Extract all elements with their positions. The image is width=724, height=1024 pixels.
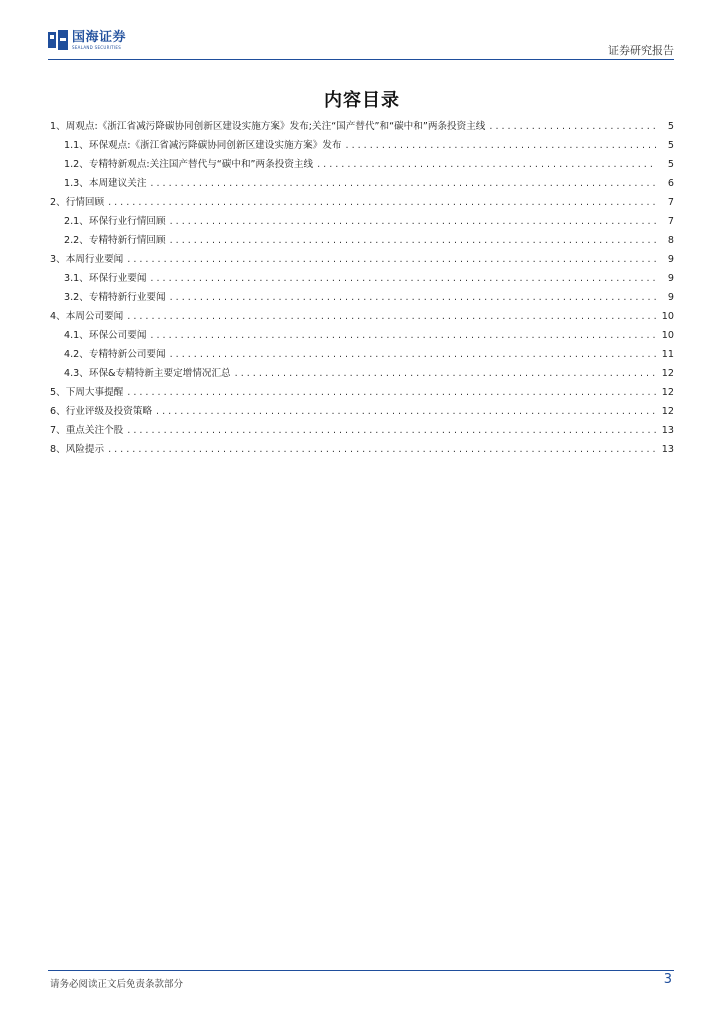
toc-title: 内容目录 <box>324 90 400 111</box>
toc-entry-label: 本周行业要闻 <box>65 254 124 265</box>
toc-dot-leader <box>235 368 656 379</box>
toc-entry[interactable] <box>50 137 674 156</box>
toc-entry-number: 3、 <box>50 254 66 265</box>
toc-entry-page: 6 <box>667 178 674 189</box>
toc-entry-label: 环保行业行情回顾 <box>88 216 166 227</box>
toc-entry-label: 本周公司要闻 <box>65 311 124 322</box>
toc-entry-page: 10 <box>661 330 674 341</box>
toc-entry-page: 12 <box>661 368 674 379</box>
toc-dot-leader <box>156 406 656 417</box>
toc-dot-leader <box>127 387 656 398</box>
toc-entry-number: 2、 <box>50 197 66 208</box>
logo-icon <box>48 30 68 50</box>
toc-entry-label: 环保观点:《浙江省减污降碳协同创新区建设实施方案》发布 <box>88 140 342 151</box>
toc-entry-page: 5 <box>667 121 674 132</box>
toc-entry-page: 9 <box>667 292 674 303</box>
toc-dot-leader <box>489 121 656 132</box>
toc-dot-leader <box>108 197 656 208</box>
logo-name-cn: 国海证券 <box>72 29 127 45</box>
toc-entry[interactable] <box>50 365 674 384</box>
toc-dot-leader <box>108 444 656 455</box>
toc-entry-number: 1.3、 <box>64 178 89 189</box>
toc-entry-number: 4.2、 <box>64 349 89 360</box>
toc-entry-label: 环保公司要闻 <box>88 330 147 341</box>
toc-entry-label: 行情回顾 <box>65 197 105 208</box>
toc-entry-label: 重点关注个股 <box>65 425 124 436</box>
toc-dot-leader <box>346 140 656 151</box>
toc-entry-number: 7、 <box>50 425 66 436</box>
toc-dot-leader <box>170 292 656 303</box>
toc-entry-page: 13 <box>661 425 674 436</box>
toc-dot-leader <box>170 235 656 246</box>
toc-entry-number: 8、 <box>50 444 66 455</box>
toc-entry-number: 2.1、 <box>64 216 89 227</box>
toc-entry-number: 3.2、 <box>64 292 89 303</box>
toc-entry[interactable] <box>50 251 674 270</box>
toc-entry[interactable] <box>50 213 674 232</box>
toc-entry-number: 5、 <box>50 387 66 398</box>
toc-entry-number: 4.1、 <box>64 330 89 341</box>
toc-entry[interactable] <box>50 346 674 365</box>
report-type: 证券研究报告 <box>608 44 674 57</box>
toc-entry[interactable] <box>50 308 674 327</box>
toc-entry[interactable] <box>50 232 674 251</box>
toc-entry-page: 5 <box>667 159 674 170</box>
logo-name-en: SEALAND SECURITIES <box>72 44 122 50</box>
toc-entry-label: 风险提示 <box>65 444 105 455</box>
toc-dot-leader <box>170 216 656 227</box>
toc-entry-number: 2.2、 <box>64 235 89 246</box>
toc-entry-page: 13 <box>661 444 674 455</box>
toc-dot-leader <box>150 273 656 284</box>
toc-entry[interactable] <box>50 384 674 403</box>
footer-divider <box>48 970 674 971</box>
toc-entry-page: 9 <box>667 273 674 284</box>
toc-entry-label: 专精特新公司要闻 <box>88 349 166 360</box>
company-logo <box>48 30 126 50</box>
toc-entry-number: 4.3、 <box>64 368 89 379</box>
toc-entry-page: 7 <box>667 216 674 227</box>
toc-entry-label: 本周建议关注 <box>88 178 147 189</box>
toc-entry-number: 1、 <box>50 121 66 132</box>
toc-entry-label: 专精特新行业要闻 <box>88 292 166 303</box>
table-of-contents <box>50 118 674 460</box>
toc-entry-number: 6、 <box>50 406 66 417</box>
toc-entry-page: 7 <box>667 197 674 208</box>
toc-entry[interactable] <box>50 270 674 289</box>
toc-entry-number: 1.1、 <box>64 140 89 151</box>
toc-entry[interactable] <box>50 327 674 346</box>
toc-entry-label: 环保行业要闻 <box>88 273 147 284</box>
toc-entry-label: 专精特新观点:关注国产替代与“碳中和”两条投资主线 <box>88 159 314 170</box>
toc-entry[interactable] <box>50 441 674 460</box>
toc-dot-leader <box>150 330 656 341</box>
toc-entry-label: 下周大事提醒 <box>65 387 124 398</box>
toc-entry-number: 4、 <box>50 311 66 322</box>
toc-dot-leader <box>127 254 656 265</box>
toc-entry-page: 12 <box>661 387 674 398</box>
page-header <box>48 28 674 60</box>
toc-entry-page: 8 <box>667 235 674 246</box>
toc-dot-leader <box>127 425 656 436</box>
toc-entry-label: 周观点:《浙江省减污降碳协同创新区建设实施方案》发布;关注“国产替代”和“碳中和”两条投资主线 <box>65 121 486 132</box>
toc-dot-leader <box>170 349 656 360</box>
toc-entry[interactable] <box>50 118 674 137</box>
toc-entry-page: 11 <box>661 349 674 360</box>
footer-disclaimer: 请务必阅读正文后免责条款部分 <box>50 979 184 990</box>
toc-entry[interactable] <box>50 403 674 422</box>
toc-entry-label: 环保&专精特新主要定增情况汇总 <box>88 368 231 379</box>
toc-dot-leader <box>150 178 656 189</box>
toc-entry[interactable] <box>50 194 674 213</box>
toc-entry-label: 专精特新行情回顾 <box>88 235 166 246</box>
toc-entry-number: 3.1、 <box>64 273 89 284</box>
toc-entry-page: 9 <box>667 254 674 265</box>
toc-entry-page: 12 <box>661 406 674 417</box>
toc-dot-leader <box>127 311 656 322</box>
toc-entry[interactable] <box>50 156 674 175</box>
toc-entry[interactable] <box>50 289 674 308</box>
toc-entry[interactable] <box>50 422 674 441</box>
toc-entry-page: 5 <box>667 140 674 151</box>
header-divider <box>48 59 674 60</box>
toc-entry[interactable] <box>50 175 674 194</box>
toc-entry-label: 行业评级及投资策略 <box>65 406 153 417</box>
page-number: 3 <box>663 972 672 987</box>
toc-entry-page: 10 <box>661 311 674 322</box>
toc-entry-number: 1.2、 <box>64 159 89 170</box>
toc-dot-leader <box>317 159 656 170</box>
